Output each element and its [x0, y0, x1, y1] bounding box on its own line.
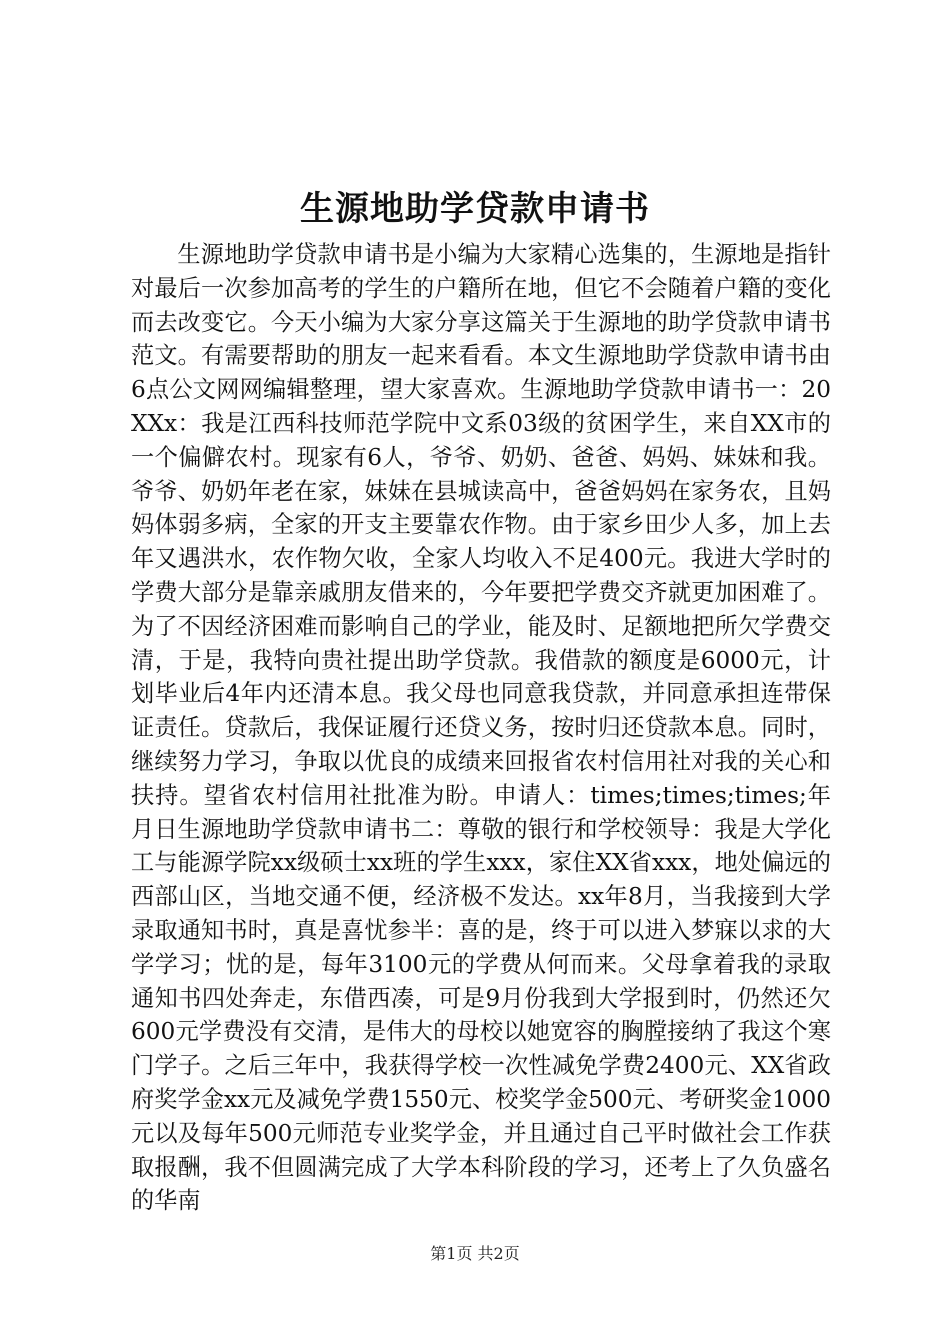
document-title: 生源地助学贷款申请书: [300, 189, 650, 229]
page-number-footer: 第1页 共2页: [430, 1244, 520, 1263]
document-body-paragraph: 生源地助学贷款申请书是小编为大家精心选集的，生源地是指针对最后一次参加高考的学生的户籍所在地，但它不会随着户籍的变化而去改变它。今天小编为大家分享这篇关于生源地的助学贷款申请书范文。有需要帮助的朋友一起来看看。本文生源地助学贷款申请书由6点公文网网编辑整理，望大家喜欢。生源地助学贷款申请书一：20XXx：我是江西科技师范学院中文系03级的贫困学生，来自XX市的一个偏僻农村。现家有6人，爷爷、奶奶、爸爸、妈妈、妹妹和我。爷爷、奶奶年老在家，妹妹在县城读高中，爸爸妈妈在家务农，且妈妈体弱多病，全家的开支主要靠农作物。由于家乡田少人多，加上去年又遇洪水，农作物欠收，全家人均收入不足400元。我进大学时的学费大部分是靠亲戚朋友借来的，今年要把学费交齐就更加困难了。为了不因经济困难而影响自己的学业，能及时、足额地把所欠学费交清，于是，我特向贵社提出助学贷款。我借款的额度是6000元，计划毕业后4年内还清本息。我父母也同意我贷款，并同意承担连带保证责任。贷款后，我保证履行还贷义务，按时归还贷款本息。同时，继续努力学习，争取以优良的成绩来回报省农村信用社对我的关心和扶持。望省农村信用社批准为盼。申请人：times;times;times;年月日生源地助学贷款申请书二：尊敬的银行和学校领导：我是大学化工与能源学院xx级硕士xx班的学生xxx，家住XX省xxx，地处偏远的西部山区，当地交通不便，经济极不发达。xx年8月，当我接到大学录取通知书时，真是喜忧参半：喜的是，终于可以进入梦寐以求的大学学习；忧的是，每年3100元的学费从何而来。父母拿着我的录取通知书四处奔走，东借西凑，可是9月份我到大学报到时，仍然还欠600元学费没有交清，是伟大的母校以她宽容的胸膛接纳了我这个寒门学子。之后三年中，我获得学校一次性减免学费2400元、XX省政府奖学金xx元及减免学费1550元、校奖学金500元、考研奖金1000元以及每年500元师范专业奖学金，并且通过自己平时做社会工作获取报酬，我不但圆满完成了大学本科阶段的学习，还考上了久负盛名的华南: [131, 241, 831, 1215]
